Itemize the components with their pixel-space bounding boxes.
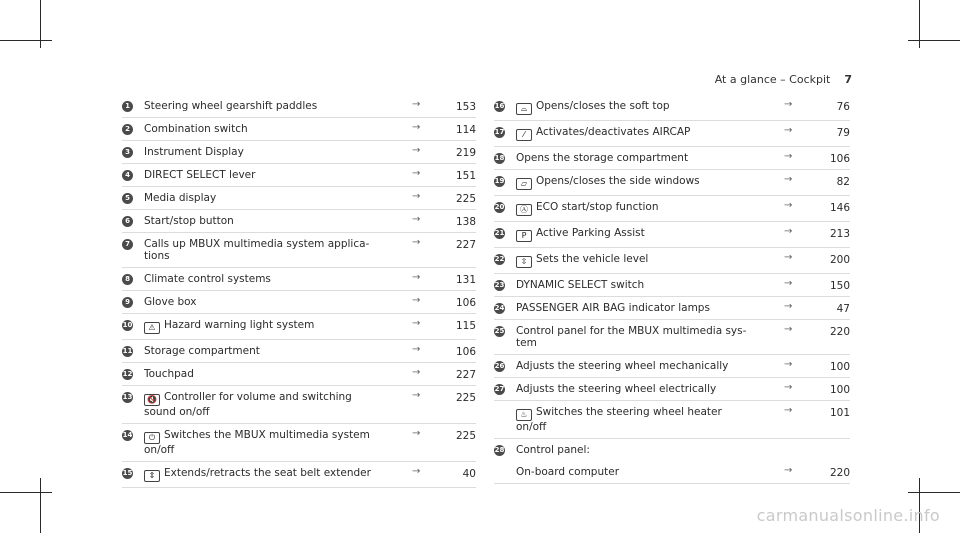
belt-extender-icon: ⇕	[144, 470, 160, 482]
item-number-badge: 14	[122, 431, 133, 439]
page-reference[interactable]: 100	[829, 361, 850, 373]
list-item	[122, 462, 476, 488]
footer	[0, 493, 960, 533]
page-reference[interactable]: 153	[455, 101, 476, 113]
list-item	[494, 121, 850, 147]
wheel-heater-icon: ♨	[516, 409, 532, 421]
section-title: At a glance – Cockpit	[714, 73, 831, 86]
item-description: ⇳ Sets the vehicle level	[516, 253, 754, 268]
page-reference[interactable]: 219	[455, 147, 476, 159]
item-number-badge: 23	[494, 281, 505, 289]
page-reference[interactable]: 225	[455, 430, 476, 442]
page-reference[interactable]: 227	[455, 239, 476, 251]
item-description: Instrument Display	[144, 146, 244, 158]
reference-arrow: →	[412, 428, 421, 439]
list-item	[122, 164, 476, 187]
list-item	[494, 147, 850, 170]
item-description: Control panel:	[516, 444, 590, 456]
item-description: P Active Parking Assist	[516, 227, 754, 242]
reference-arrow: →	[412, 168, 421, 179]
item-description: Ⓐ ECO start/stop function	[516, 201, 754, 216]
side-window-icon: ▱	[516, 178, 532, 190]
item-description: PASSENGER AIR BAG indicator lamps	[516, 302, 710, 314]
item-description: ⁄ Activates/deactivates AIRCAP	[516, 126, 754, 141]
item-number-badge: 10	[122, 321, 133, 329]
list-item	[122, 340, 476, 363]
page-reference[interactable]: 200	[829, 254, 850, 266]
reference-arrow: →	[784, 151, 793, 162]
list-item	[122, 95, 476, 118]
aircap-icon: ⁄	[516, 129, 532, 141]
reference-arrow: →	[784, 99, 793, 110]
item-description: Opens the storage compartment	[516, 152, 689, 164]
list-item	[122, 268, 476, 291]
page-reference[interactable]: 213	[829, 228, 850, 240]
list-item	[122, 424, 476, 462]
item-number-badge: 8	[122, 274, 133, 285]
list-item	[122, 118, 476, 141]
list-item	[494, 439, 850, 461]
item-number-badge: 3	[122, 147, 133, 158]
list-item	[494, 378, 850, 401]
item-number-badge: 21	[494, 229, 505, 237]
item-number-badge: 22	[494, 255, 505, 263]
item-description: On-board computer	[516, 466, 620, 478]
reference-arrow: →	[784, 359, 793, 370]
item-description: ⌓ Opens/closes the soft top	[516, 100, 754, 115]
reference-arrow: →	[784, 200, 793, 211]
list-item	[122, 386, 476, 424]
item-number-badge: 25	[494, 327, 505, 335]
item-number-badge: 12	[122, 370, 133, 378]
page-reference[interactable]: 225	[455, 392, 476, 404]
reference-arrow: →	[784, 174, 793, 185]
item-description: Adjusts the steering wheel mechanically	[516, 360, 729, 372]
page-reference[interactable]: 100	[829, 384, 850, 396]
page-reference[interactable]: 151	[455, 170, 476, 182]
item-description: ♨ Switches the steering wheel heater on/off	[516, 406, 722, 433]
item-description: 🔇 Controller for volume and switching sound on/off	[144, 391, 352, 418]
reference-arrow: →	[784, 405, 793, 416]
page-reference[interactable]: 106	[455, 346, 476, 358]
parking-icon: P	[516, 230, 532, 242]
item-number-badge: 24	[494, 304, 505, 312]
item-description: DYNAMIC SELECT switch	[516, 279, 645, 291]
list-item	[494, 320, 850, 355]
item-description: Touchpad	[144, 368, 194, 380]
item-description: DIRECT SELECT lever	[144, 169, 256, 181]
item-description: ▱ Opens/closes the side windows	[516, 175, 754, 190]
item-number-badge: 9	[122, 297, 133, 308]
reference-arrow: →	[412, 214, 421, 225]
list-item	[122, 314, 476, 340]
page-reference[interactable]: 47	[836, 303, 850, 315]
page-reference[interactable]: 138	[455, 216, 476, 228]
item-description: Start/stop button	[144, 215, 234, 227]
reference-arrow: →	[784, 324, 793, 335]
reference-arrow: →	[412, 99, 421, 110]
item-number-badge: 1	[122, 101, 133, 112]
page-reference[interactable]: 150	[829, 280, 850, 292]
list-item	[494, 222, 850, 248]
item-number-badge: 5	[122, 193, 133, 204]
item-description: Media display	[144, 192, 217, 204]
reference-arrow: →	[784, 125, 793, 136]
page-reference[interactable]: 76	[836, 101, 850, 113]
reference-arrow: →	[412, 122, 421, 133]
item-description: Glove box	[144, 296, 197, 308]
reference-arrow: →	[412, 390, 421, 401]
reference-arrow: →	[412, 295, 421, 306]
mute-icon: 🔇	[144, 394, 160, 406]
item-description: Steering wheel gearshift paddles	[144, 100, 318, 112]
list-item	[494, 355, 850, 378]
list-item	[494, 196, 850, 222]
list-item	[122, 187, 476, 210]
page-reference[interactable]: 79	[836, 127, 850, 139]
item-number-badge: 11	[122, 347, 133, 355]
page-number: 7	[844, 73, 852, 86]
reference-arrow: →	[784, 278, 793, 289]
page-reference[interactable]: 101	[829, 407, 850, 419]
reference-arrow: →	[412, 191, 421, 202]
list-item	[122, 291, 476, 314]
item-number-badge: 6	[122, 216, 133, 227]
item-number-badge: 17	[494, 128, 505, 136]
eco-icon: Ⓐ	[516, 204, 532, 216]
page-reference[interactable]: 106	[829, 153, 850, 165]
item-description: ⚠ Hazard warning light system	[144, 319, 382, 334]
page-reference[interactable]: 220	[829, 326, 850, 338]
page-reference[interactable]: 131	[455, 274, 476, 286]
reference-arrow: →	[784, 465, 793, 476]
reference-arrow: →	[784, 301, 793, 312]
page-reference[interactable]: 82	[836, 176, 850, 188]
reference-arrow: →	[412, 237, 421, 248]
item-number-badge: 28	[494, 446, 505, 454]
list-item	[494, 297, 850, 320]
list-item	[494, 95, 850, 121]
item-number-badge: 13	[122, 393, 133, 401]
list-item	[494, 248, 850, 274]
item-description: Storage compartment	[144, 345, 260, 357]
crop-mark	[0, 40, 52, 41]
vehicle-level-icon: ⇳	[516, 256, 532, 268]
item-description: Calls up MBUX multimedia system applica- tions	[144, 238, 370, 262]
item-number-badge: 16	[494, 102, 505, 110]
item-description: Control panel for the MBUX multimedia sys- tem	[516, 325, 747, 349]
item-description: ⏻ Switches the MBUX multimedia system on/off	[144, 429, 370, 456]
item-number-badge: 20	[494, 203, 505, 211]
list-item	[494, 401, 850, 439]
list-item	[122, 363, 476, 386]
item-description: Combination switch	[144, 123, 248, 135]
list-item	[122, 233, 476, 268]
list-item	[494, 170, 850, 196]
item-number-badge: 27	[494, 385, 505, 393]
page-reference[interactable]: 225	[455, 193, 476, 205]
item-number-badge: 15	[122, 469, 133, 477]
page-reference[interactable]: 40	[462, 468, 476, 480]
crop-mark	[908, 40, 960, 41]
list-item	[494, 461, 850, 484]
item-description: Climate control systems	[144, 273, 271, 285]
item-number-badge: 7	[122, 239, 133, 250]
list-item	[494, 274, 850, 297]
soft-top-icon: ⌓	[516, 103, 532, 115]
list-item	[122, 210, 476, 233]
watermark-site: carmanualsonline.info	[756, 506, 940, 525]
item-description: ⇕ Extends/retracts the seat belt extender	[144, 467, 382, 482]
hazard-icon: ⚠	[144, 322, 160, 334]
page-reference[interactable]: 115	[455, 320, 476, 332]
list-item	[122, 141, 476, 164]
reference-arrow: →	[412, 145, 421, 156]
page-header	[715, 73, 852, 86]
right-column	[494, 95, 850, 484]
page-reference[interactable]: 220	[829, 467, 850, 479]
page-reference[interactable]: 106	[455, 297, 476, 309]
page-reference[interactable]: 114	[455, 124, 476, 136]
reference-arrow: →	[784, 226, 793, 237]
reference-arrow: →	[412, 466, 421, 477]
page-reference[interactable]: 227	[455, 369, 476, 381]
item-number-badge: 18	[494, 154, 505, 162]
item-number-badge: 19	[494, 177, 505, 185]
reference-arrow: →	[412, 367, 421, 378]
reference-arrow: →	[412, 318, 421, 329]
left-column	[122, 95, 476, 488]
reference-arrow: →	[412, 272, 421, 283]
item-number-badge: 2	[122, 124, 133, 135]
page-reference[interactable]: 146	[829, 202, 850, 214]
item-number-badge: 4	[122, 170, 133, 181]
power-icon: ⏻	[144, 432, 160, 444]
reference-arrow: →	[784, 382, 793, 393]
item-description: Adjusts the steering wheel electrically	[516, 383, 717, 395]
reference-arrow: →	[412, 344, 421, 355]
reference-arrow: →	[784, 252, 793, 263]
item-number-badge: 26	[494, 362, 505, 370]
